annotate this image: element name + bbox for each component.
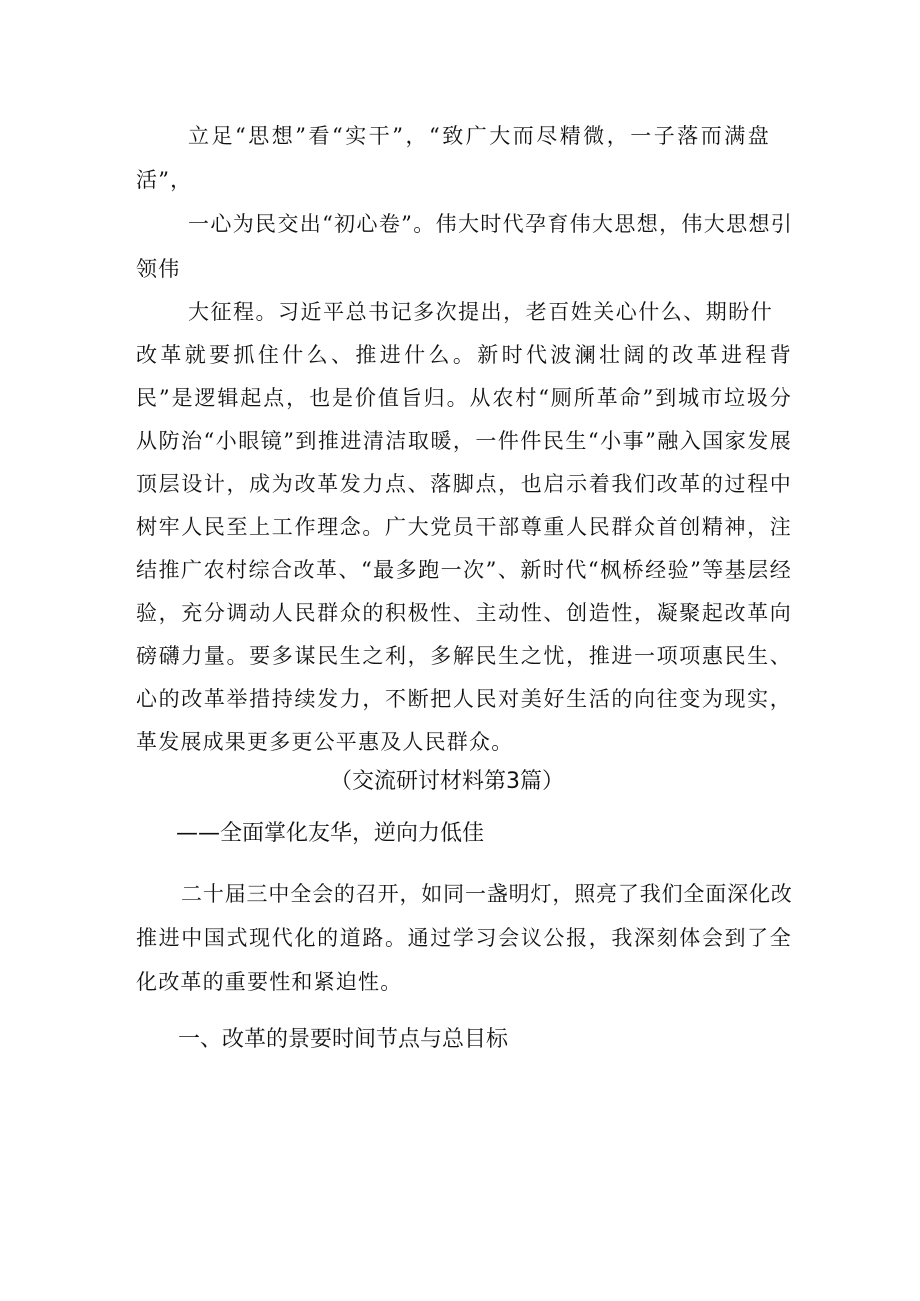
paragraph-line: 民”是逻辑起点，也是价值旨归。从农村“厕所革命”到城市垃圾分 — [136, 386, 792, 410]
paragraph-line: 磅礴力量。要多谋民生之利，多解民生之忧，推进一项项惠民生、 — [136, 644, 792, 668]
paragraph-line: 顶层设计，成为改革发力点、落脚点，也启示着我们改革的过程中 — [136, 472, 792, 496]
intro-line: 化改革的重要性和紧迫性。 — [136, 970, 403, 994]
heading-1: 一、改革的景要时间节点与总目标 — [178, 1027, 509, 1052]
intro-line: 二十届三中全会的召开，如同一盏明灯，照亮了我们全面深化改 — [181, 882, 792, 906]
paragraph-line: 一心为民交出“初心卷”。伟大时代孕育伟大思想，伟大思想引 — [188, 212, 793, 236]
paragraph-line: 领伟 — [136, 257, 181, 281]
paragraph-line: 大征程。习近平总书记多次提出，老百姓关心什么、期盼什 — [188, 300, 773, 324]
subtitle: ——全面掌化友华，逆向力低佳 — [176, 821, 485, 846]
paragraph-line: 验，充分调动人民群众的积极性、主动性、创造性，凝聚起改革向 — [136, 601, 792, 625]
paragraph-line: 心的改革举措持续发力，不断把人民对美好生活的向往变为现实， — [136, 687, 792, 711]
paragraph-line: 结推广农村综合改革、“最多跑一次”、新时代“枫桥经验”等基层经 — [136, 558, 792, 582]
paragraph-line: 立足“思想”看“实干”，“致广大而尽精微，一子落而满盘 — [188, 124, 770, 148]
paragraph-line: 革发展成果更多更公平惠及人民群众。 — [136, 730, 514, 754]
section-title: （交流研讨材料第3篇） — [330, 769, 564, 794]
paragraph-line: 从防治“小眼镜”到推进清洁取暖，一件件民生“小事”融入国家发展 — [136, 429, 792, 453]
paragraph-line: 改革就要抓住什么、推进什么。新时代波澜壮阔的改革进程背 — [136, 343, 792, 367]
paragraph-line: 树牢人民至上工作理念。广大党员干部尊重人民群众首创精神，注 — [136, 515, 792, 539]
paragraph-line: 活”， — [136, 168, 193, 192]
intro-line: 推进中国式现代化的道路。通过学习会议公报，我深刻体会到了全 — [136, 926, 792, 950]
